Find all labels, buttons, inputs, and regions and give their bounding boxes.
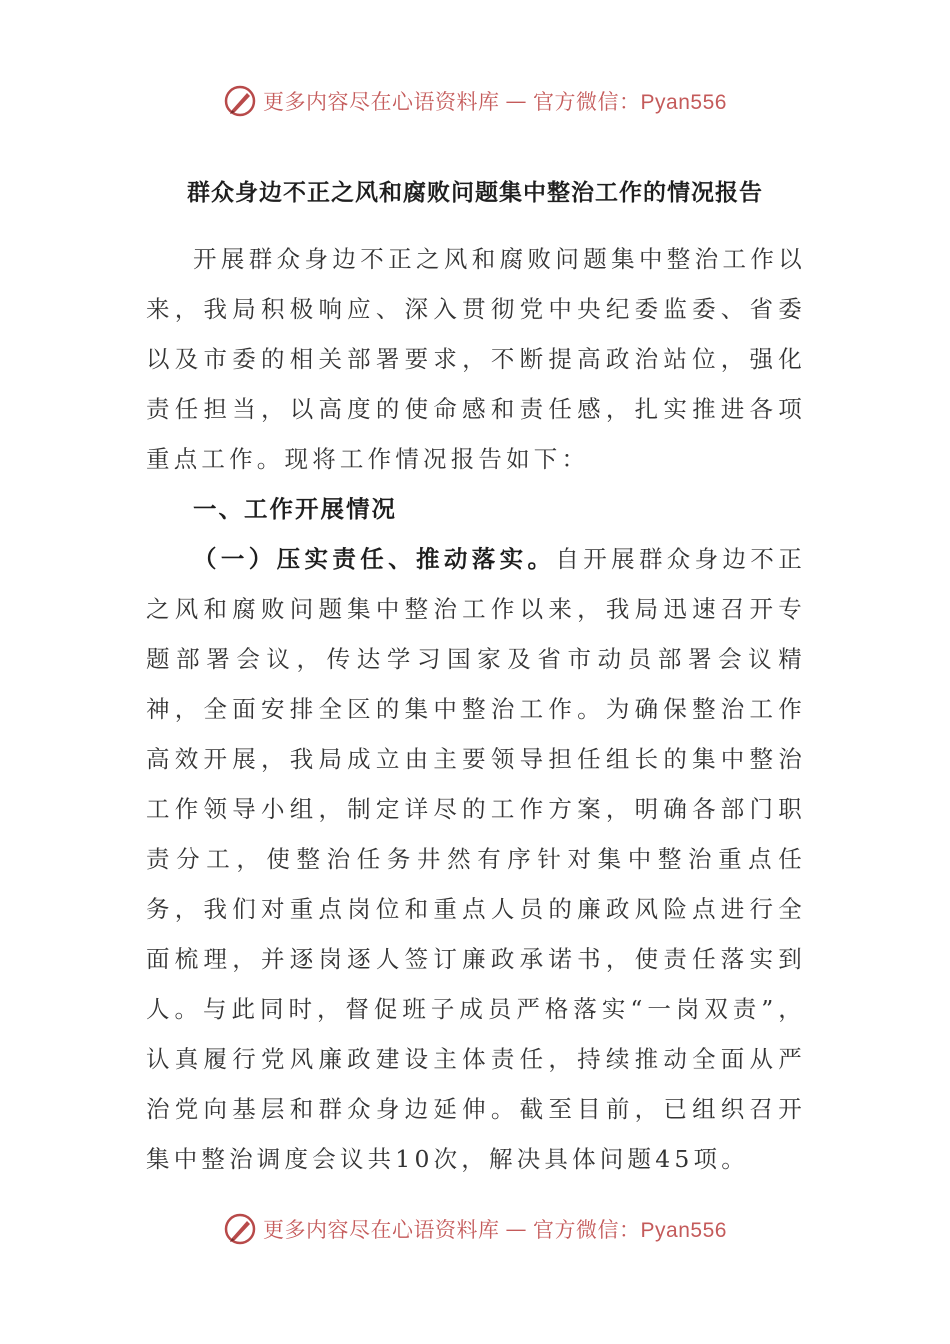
subsection-body: 自开展群众身边不正之风和腐败问题集中整治工作以来，我局迅速召开专题部署会议，传达学习国家及省市动员部署会议精神，全面安排全区的集中整治工作。为确保整治工作高效开展，我局成立由主要领导担任组长的集中整治工作领导小组，制定详尽的工作方案，明确各部门职责分工，使整治任务井然有序针对集中整治重点任务，我们对重点岗位和重点人员的廉政风险点进行全面梳理，并逐岗逐人签订廉政承诺书，使责任落实到人。与此同时，督促班子成员严格落实“一岗双责”，认真履行党风廉政建设主体责任，持续推动全面从严治党向基层和群众身边延伸。截至目前，已组织召开集中整治调度会议共10次，解决具体问题45项。 [146,545,806,1173]
document-title: 群众身边不正之风和腐败问题集中整治工作的情况报告 [187,179,763,206]
watermark-text: 更多内容尽在心语资料库 [263,1218,500,1242]
subsection-heading: （一）压实责任、推动落实。 [193,545,556,573]
watermark-wechat: 官方微信：Pyan556 [533,1219,727,1242]
watermark-header [0,84,950,118]
pen-logo-icon [223,1212,257,1246]
watermark-wechat: 官方微信：Pyan556 [533,91,727,114]
intro-paragraph: 开展群众身边不正之风和腐败问题集中整治工作以来，我局积极响应、深入贯彻党中央纪委监委、省委以及市委的相关部署要求，不断提高政治站位，强化责任担当，以高度的使命感和责任感，扎实推进各项重点工作。现将工作情况报告如下： [146,245,806,473]
watermark-text: 更多内容尽在心语资料库 [263,90,500,114]
document-body [146,234,806,1184]
watermark-dash: — [505,1217,528,1241]
watermark-footer [0,1212,950,1246]
subsection-paragraph [146,534,806,1184]
pen-logo-icon [223,84,257,118]
watermark-dash: — [505,89,528,113]
section-heading: 一、工作开展情况 [193,495,397,523]
